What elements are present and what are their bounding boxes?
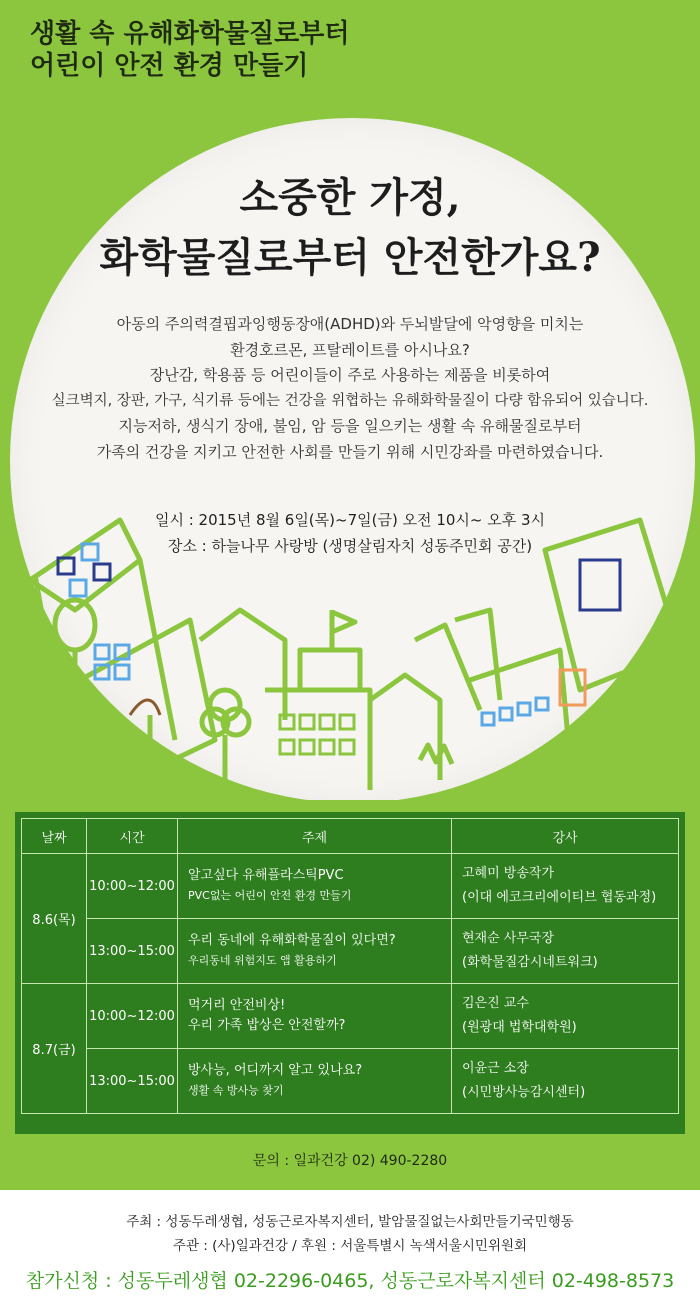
topic-main: 먹거리 안전비상! — [188, 998, 286, 1013]
lecturer-cell — [452, 919, 679, 984]
topic-sub: 생활 속 방사능 찾기 — [188, 1084, 284, 1097]
topic-cell — [178, 984, 452, 1049]
schedule-panel — [15, 812, 685, 1134]
topic-main: 방사능, 어디까지 알고 있나요? — [188, 1063, 363, 1078]
intro-paragraph — [20, 312, 680, 465]
lecturer-affiliation: (이대 에코크리에이티브 협동과정) — [462, 890, 657, 905]
lecturer-affiliation: (화학물질감시네트워크) — [462, 955, 598, 970]
time-cell: 10:00~12:00 — [87, 854, 178, 919]
host-info — [0, 1210, 700, 1258]
lecturer-name: 김은진 교수 — [462, 996, 529, 1011]
lecturer-affiliation: (시민방사능감시센터) — [462, 1085, 586, 1100]
intro-line: 장난감, 학용품 등 어린이들이 주로 사용하는 제품을 비롯하여 — [149, 366, 551, 384]
topic-cell — [178, 854, 452, 919]
topic-sub: 우리 가족 밥상은 안전할까? — [188, 1018, 346, 1033]
intro-line: 지능저하, 생식기 장애, 불임, 암 등을 일으키는 생활 속 유해물질로부터 — [118, 417, 582, 435]
headline-line1: 소중한 가정, — [239, 174, 461, 221]
topic-cell — [178, 1049, 452, 1114]
topic-sub: PVC없는 어린이 안전 환경 만들기 — [188, 889, 352, 902]
intro-line: 아동의 주의력결핍과잉행동장애(ADHD)와 두뇌발달에 악영향을 미치는 — [116, 315, 584, 333]
organizers: 주최 : 성동두레생협, 성동근로자복지센터, 발암물질없는사회만들기국민행동 — [126, 1214, 574, 1230]
header-lecturer: 강사 — [452, 819, 679, 854]
topic-sub: 우리동네 위험지도 앱 활용하기 — [188, 954, 337, 967]
series-title — [30, 18, 350, 82]
town-illustration — [0, 500, 700, 800]
event-datetime: 일시 : 2015년 8월 6일(목)~7일(금) 오전 10시~ 오후 3시 — [154, 511, 546, 529]
table-row — [22, 1049, 679, 1114]
contact-info: 문의 : 일과건강 02) 490-2280 — [252, 1153, 448, 1169]
table-row — [22, 984, 679, 1049]
series-title-line1: 생활 속 유해화학물질로부터 — [30, 19, 350, 49]
apply-info: 참가신청 : 성동두레생협 02-2296-0465, 성동근로자복지센터 02-498-8573 — [25, 1270, 675, 1292]
lecturer-cell — [452, 854, 679, 919]
topic-main: 우리 동네에 유해화학물질이 있다면? — [188, 933, 396, 948]
time-cell: 13:00~15:00 — [87, 919, 178, 984]
intro-line: 실크벽지, 장판, 가구, 식기류 등에는 건강을 위협하는 유해화학물질이 다량 함유되어 있습니다. — [51, 392, 649, 409]
lecturer-affiliation: (원광대 법학대학원) — [462, 1020, 577, 1035]
schedule-table — [21, 818, 679, 1114]
header-date: 날짜 — [22, 819, 87, 854]
topic-main: 알고싶다 유해플라스틱PVC — [188, 868, 344, 883]
supervisors: 주관 : (사)일과건강 / 후원 : 서울특별시 녹색서울시민위원회 — [172, 1238, 528, 1254]
table-row — [22, 854, 679, 919]
lecturer-cell — [452, 1049, 679, 1114]
lecturer-name: 현재순 사무국장 — [462, 931, 555, 946]
table-header-row — [22, 819, 679, 854]
lecturer-cell — [452, 984, 679, 1049]
series-title-line2: 어린이 안전 환경 만들기 — [30, 51, 309, 81]
date-cell: 8.6(목) — [22, 854, 87, 984]
time-cell: 10:00~12:00 — [87, 984, 178, 1049]
header-time: 시간 — [87, 819, 178, 854]
intro-line: 가족의 건강을 지키고 안전한 사회를 만들기 위해 시민강좌를 마련하였습니다. — [96, 442, 604, 461]
topic-cell — [178, 919, 452, 984]
header-topic: 주제 — [178, 819, 452, 854]
table-row — [22, 919, 679, 984]
footer — [0, 1190, 700, 1308]
headline-line2: 화학물질로부터 안전한가요? — [99, 234, 601, 281]
date-cell: 8.7(금) — [22, 984, 87, 1114]
lecturer-name: 고혜미 방송작가 — [462, 866, 555, 881]
time-cell: 13:00~15:00 — [87, 1049, 178, 1114]
event-place: 장소 : 하늘나무 사랑방 (생명살림자치 성동주민회 공간) — [167, 537, 533, 555]
lecturer-name: 이윤근 소장 — [462, 1061, 529, 1076]
intro-line: 환경호르몬, 프탈레이트를 아시나요? — [230, 340, 470, 359]
